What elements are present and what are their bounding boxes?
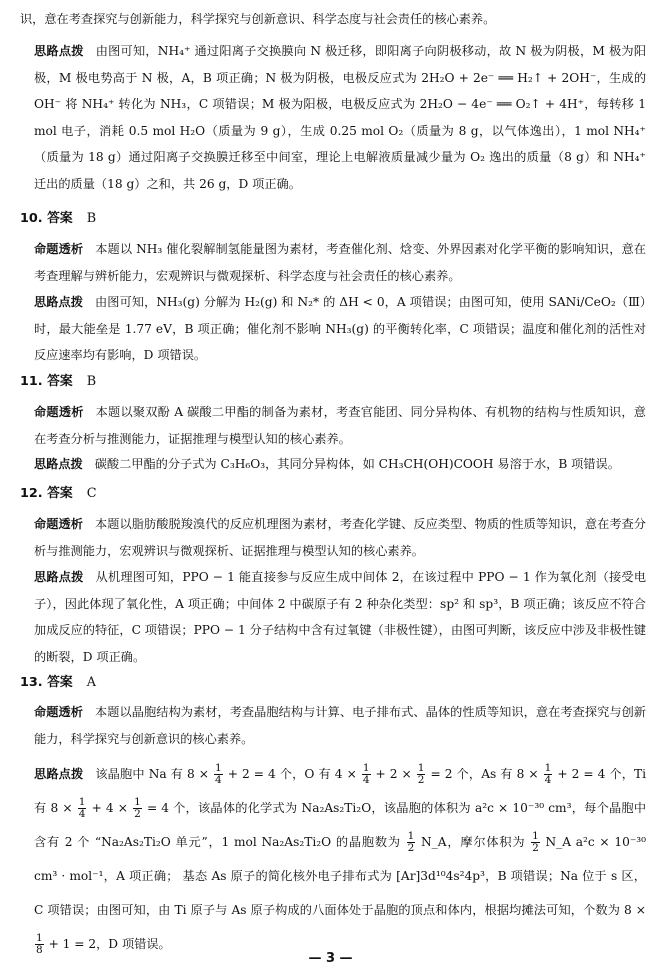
denominator: 2 bbox=[134, 808, 141, 820]
denominator: 4 bbox=[362, 774, 370, 786]
intent-label: 命题透析 bbox=[34, 242, 84, 256]
numerator: 1 bbox=[532, 830, 539, 842]
q9-continuation-line: 识，意在考查探究与创新能力，科学探究与创新意识、科学态度与社会责任的核心素养。 bbox=[20, 12, 496, 26]
analysis-text-4: = 2 个，As 有 8 × bbox=[430, 767, 539, 781]
intent-text: 本题以 NH₃ 催化裂解制氢能量图为素材，考查催化剂、焓变、外界因素对化学平衡的影响知识，意在考查理解与辨析能力，宏观辨识与微观探析、科学态度与社会责任的核心素养。 bbox=[34, 242, 646, 283]
denominator: 2 bbox=[407, 842, 415, 854]
intent-label: 命题透析 bbox=[34, 705, 83, 719]
analysis-text-13: + 1 = 2，D 项错误。 bbox=[48, 937, 171, 951]
question-13-header bbox=[20, 673, 96, 693]
denominator: 8 bbox=[36, 944, 43, 956]
q12-intent bbox=[34, 511, 646, 564]
q10-analysis bbox=[34, 289, 646, 369]
numerator: 1 bbox=[78, 796, 86, 808]
intent-label: 命题透析 bbox=[34, 405, 84, 419]
analysis-text-9: “Na₂As₂Ti₂O 单元”，1 mol Na₂As₂Ti₂O 的晶胞数为 bbox=[94, 835, 401, 849]
q13-intent bbox=[34, 699, 646, 752]
numerator: 1 bbox=[417, 762, 425, 774]
question-11-header bbox=[20, 372, 96, 392]
analysis-text-7: 4 × bbox=[105, 801, 128, 815]
fraction-one-half bbox=[133, 797, 142, 820]
denominator: 2 bbox=[417, 774, 425, 786]
question-number: 11. 答案 bbox=[20, 374, 73, 389]
question-12-header bbox=[20, 484, 97, 504]
denominator: 4 bbox=[78, 808, 86, 820]
analysis-text-5: + 2 = 4 个，Ti 有 8 × bbox=[34, 767, 647, 815]
answer-value: B bbox=[86, 374, 97, 389]
answer-value: C bbox=[86, 486, 97, 501]
analysis-text-11: N_A a²c × 10⁻³⁰ cm³ · mol⁻¹，A 项正确； bbox=[34, 835, 647, 883]
fraction-one-quarter bbox=[362, 763, 371, 786]
analysis-text-12: 基态 As 原子的简化核外电子排布式为 [Ar]3d¹⁰4s²4p³，B 项错误；Na 位于 s 区，C 项错误；由图可知，由 Ti 原子与 As 原子构成的八面体处于晶胞的顶点和体内，根据均摊法可知，个数为 8 × bbox=[34, 869, 646, 917]
fraction-one-quarter bbox=[214, 763, 223, 786]
fraction-one-quarter bbox=[544, 763, 553, 786]
question-number: 10. 答案 bbox=[20, 211, 73, 226]
intent-text: 本题以聚双酚 A 碳酸二甲酯的制备为素材，考查官能团、同分异构体、有机物的结构与性质知识，意在考查分析与推测能力，证据推理与模型认知的核心素养。 bbox=[34, 405, 646, 446]
analysis-text-2: + 2 = 4 个，O 有 4 × bbox=[227, 767, 357, 781]
analysis-label: 思路点拨 bbox=[34, 457, 83, 471]
numerator: 1 bbox=[407, 830, 415, 842]
fraction-one-half bbox=[407, 831, 416, 854]
answer-value: A bbox=[86, 675, 96, 690]
intent-text: 本题以晶胞结构为素材，考查晶胞结构与计算、电子排布式、晶体的性质等知识，意在考查探究与创新能力，科学探究与创新意识的核心素养。 bbox=[34, 705, 646, 746]
analysis-label: 思路点拨 bbox=[34, 295, 84, 309]
page-number: — 3 — bbox=[308, 951, 353, 966]
analysis-label: 思路点拨 bbox=[34, 44, 84, 58]
analysis-text-6: + bbox=[91, 801, 102, 815]
analysis-text-10: N_A，摩尔体积为 bbox=[420, 835, 526, 849]
fraction-one-half bbox=[417, 763, 426, 786]
analysis-label: 思路点拨 bbox=[34, 570, 84, 584]
analysis-text: 由图可知，NH₃(g) 分解为 H₂(g) 和 N₂* 的 ΔH < 0，A 项错误；由图可知，使用 SANi/CeO₂（Ⅲ）时，最大能垒是 1.77 eV，B 项正确；催化剂不影响 NH₃(g) 的平衡转化率，C 项错误；温度和催化剂的活性对反应速率均有影响，D 项错误。 bbox=[34, 295, 646, 362]
q12-analysis bbox=[34, 564, 646, 670]
fraction-one-half bbox=[531, 831, 540, 854]
fraction-one-quarter bbox=[78, 797, 87, 820]
numerator: 1 bbox=[36, 932, 43, 944]
analysis-text-1: 该晶胞中 Na 有 8 × bbox=[95, 767, 209, 781]
analysis-text: 从机理图可知，PPO − 1 能直接参与反应生成中间体 2，在该过程中 PPO − 1 作为氧化剂（接受电子），因此体现了氧化性，A 项正确；中间体 2 中碳原子有 2 种杂化类型：sp² 和 sp³，B 项正确；该反应不符合加成反应的特征，C 项错误；PPO − 1 分子结构中含有过氧键（非极性键），由图可判断，该反应中涉及非极性键的断裂，D 项正确。 bbox=[34, 570, 647, 664]
numerator: 1 bbox=[544, 762, 552, 774]
q10-intent bbox=[34, 236, 646, 289]
denominator: 4 bbox=[544, 774, 552, 786]
analysis-text: 碳酸二甲酯的分子式为 C₃H₆O₃，其同分异构体，如 CH₃CH(OH)COOH 易溶于水，B 项错误。 bbox=[94, 457, 620, 471]
analysis-label: 思路点拨 bbox=[34, 767, 84, 781]
question-number: 12. 答案 bbox=[20, 486, 73, 501]
numerator: 1 bbox=[215, 762, 222, 774]
question-10-header bbox=[20, 209, 96, 229]
q9-analysis bbox=[34, 38, 646, 197]
intent-label: 命题透析 bbox=[34, 517, 83, 531]
denominator: 2 bbox=[532, 842, 539, 854]
numerator: 1 bbox=[362, 762, 370, 774]
denominator: 4 bbox=[215, 774, 222, 786]
q13-analysis bbox=[34, 757, 646, 961]
q11-analysis bbox=[34, 451, 646, 478]
intent-text: 本题以脂肪酸脱羧溴代的反应机理图为素材，考查化学键、反应类型、物质的性质等知识，意在考查分析与推测能力，宏观辨识与微观探析、证据推理与模型认知的核心素养。 bbox=[34, 517, 646, 558]
numerator: 1 bbox=[134, 796, 141, 808]
q11-intent bbox=[34, 399, 646, 452]
answer-value: B bbox=[86, 211, 97, 226]
analysis-text: 由图可知，NH₄⁺ 通过阳离子交换膜向 N 极迁移，即阳离子向阴极移动，故 N 极为阴极，M 极为阳极，M 极电势高于 N 极，A，B 项正确；N 极为阴极，电极反应式为 2H₂O + 2e⁻ ══ H₂↑ + 2OH⁻，生成的 OH⁻ 将 NH₄⁺ 转化为 NH₃，C 项错误；M 极为阳极，电极反应式为 2H₂O − 4e⁻ ══ O₂↑ + 4H⁺，每转移 1 mol 电子，消耗 0.5 mol H₂O（质量为 9 g），生成 0.25 mol O₂（质量为 8 g，以气体逸出），1 mol NH₄⁺（质量为 18 g）通过阳离子交换膜迁移至中间室，理论上电解液质量减少量为 O₂ 逸出的质量（8 g）和 NH₄⁺ 迁出的质量（18 g）之和，共 26 g，D 项正确。 bbox=[34, 44, 647, 191]
question-number: 13. 答案 bbox=[20, 675, 73, 690]
analysis-text-3: + 2 × bbox=[375, 767, 412, 781]
analysis-text-8: = 4 个，该晶体的化学式为 Na₂As₂Ti₂O，该晶胞的体积为 a²c × 10⁻³⁰ cm³，每个晶胞中含有 2 个 bbox=[34, 801, 647, 849]
